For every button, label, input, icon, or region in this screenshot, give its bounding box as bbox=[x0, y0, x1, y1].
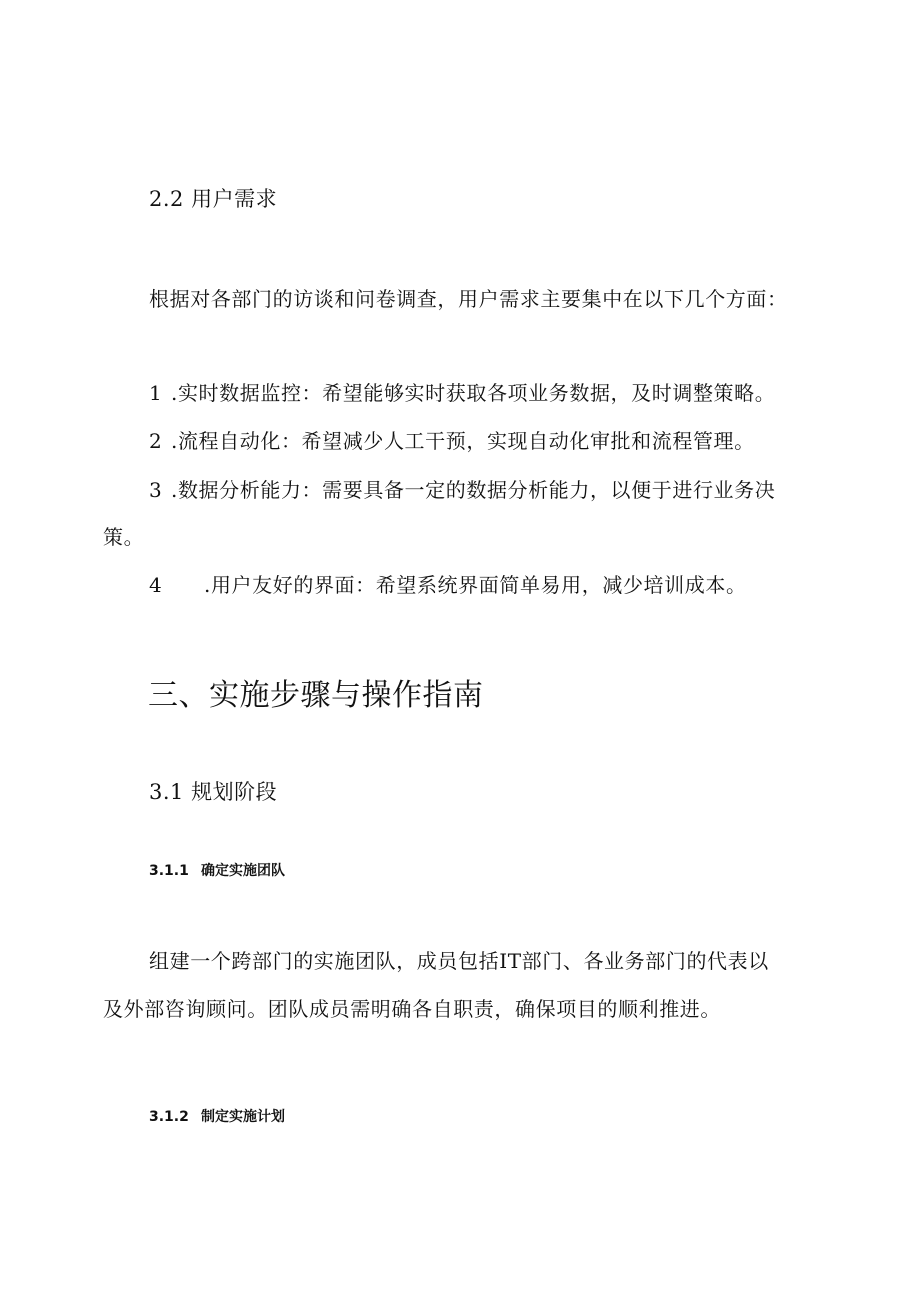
list-item-text: .用户友好的界面：希望系统界面简单易用，减少培训成本。 bbox=[204, 573, 747, 597]
list-item-text: .流程自动化：希望减少人工干预，实现自动化审批和流程管理。 bbox=[171, 429, 755, 453]
list-item-number: 3 bbox=[149, 478, 162, 502]
list-item-text: .实时数据监控：希望能够实时获取各项业务数据，及时调整策略。 bbox=[171, 381, 776, 405]
list-item bbox=[149, 569, 747, 598]
section-3-1-heading: 3.1 规划阶段 bbox=[149, 780, 278, 804]
chapter-3-heading: 三、实施步骤与操作指南 bbox=[148, 678, 484, 713]
subsection-title: 确定实施团队 bbox=[201, 863, 285, 879]
list-item-number: 4 bbox=[149, 573, 162, 597]
subsection-number: 3.1.1 bbox=[149, 863, 189, 879]
list-item-continuation: 策。 bbox=[103, 525, 145, 549]
list-item-text: .数据分析能力：需要具备一定的数据分析能力，以便于进行业务决 bbox=[171, 478, 776, 502]
subsection-number: 3.1.2 bbox=[149, 1109, 189, 1125]
list-item bbox=[149, 425, 755, 454]
subsection-3-1-1-heading bbox=[149, 860, 285, 880]
subsection-title: 制定实施计划 bbox=[201, 1109, 285, 1125]
list-item-number: 2 bbox=[149, 429, 162, 453]
section-2-2-intro: 根据对各部门的访谈和问卷调查，用户需求主要集中在以下几个方面： bbox=[149, 287, 788, 311]
list-item-number: 1 bbox=[149, 381, 162, 405]
list-item bbox=[149, 474, 775, 503]
paragraph-line: 及外部咨询顾问。团队成员需明确各自职责，确保项目的顺利推进。 bbox=[103, 997, 721, 1021]
subsection-3-1-2-heading bbox=[149, 1106, 285, 1126]
section-2-2-heading: 2.2 用户需求 bbox=[149, 187, 278, 211]
paragraph-line: 组建一个跨部门的实施团队，成员包括IT部门、各业务部门的代表以 bbox=[149, 949, 769, 973]
list-item bbox=[149, 377, 775, 406]
